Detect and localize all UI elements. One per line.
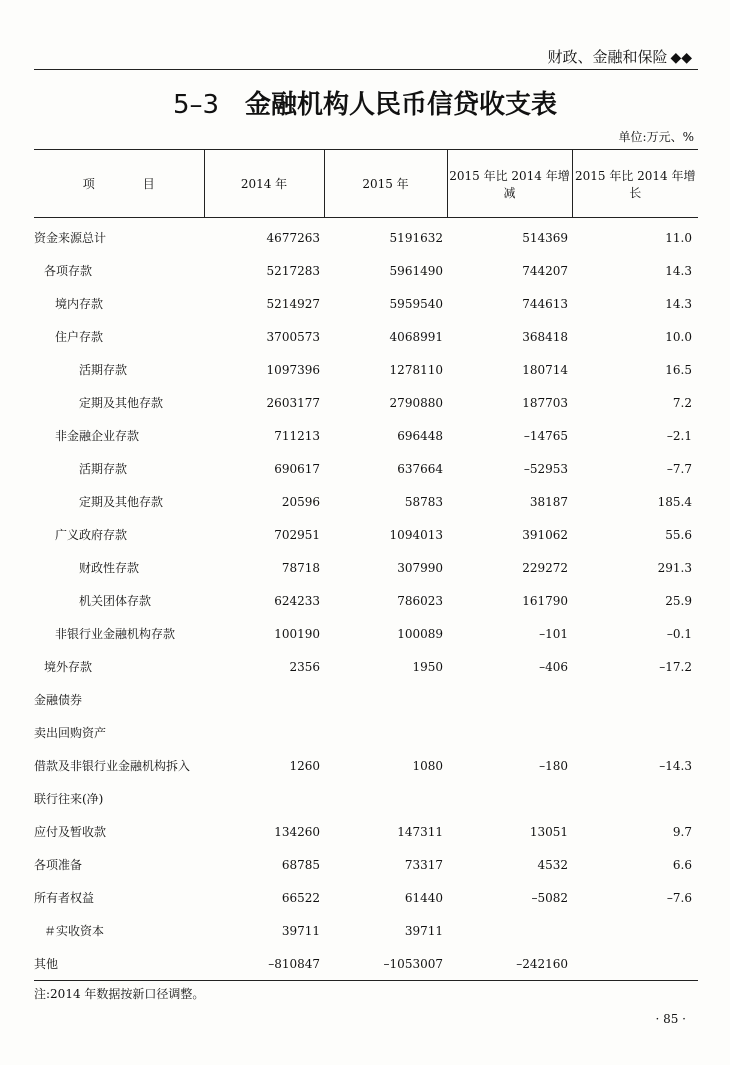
table-number: 5–3 <box>172 90 220 120</box>
diff-cell: –5082 <box>531 890 568 905</box>
growth-cell: –17.2 <box>659 659 692 674</box>
growth-cell: –14.3 <box>659 758 692 773</box>
diamonds-icon: ◆◆ <box>670 50 692 66</box>
row-name-cell: 资金来源总计 <box>34 231 107 245</box>
growth-cell: 6.6 <box>672 857 692 872</box>
column-header-diff: 2015 年比 2014 年增减 <box>447 150 572 218</box>
row-name-cell: 非金融企业存款 <box>55 429 140 443</box>
value-2015-cell: 5961490 <box>389 263 443 278</box>
diff-cell <box>447 782 572 815</box>
growth-cell: 10.0 <box>665 329 692 344</box>
value-2015-cell: 786023 <box>397 593 443 608</box>
row-name-cell: 活期存款 <box>79 363 128 377</box>
table-row <box>34 551 698 584</box>
table-row <box>34 218 698 255</box>
diff-cell: 180714 <box>522 362 568 377</box>
diff-cell <box>447 683 572 716</box>
growth-cell: –2.1 <box>666 428 692 443</box>
value-2014-cell <box>204 683 324 716</box>
table-row <box>34 353 698 386</box>
table-row <box>34 848 698 881</box>
value-2015-cell: 58783 <box>404 494 443 509</box>
growth-cell: –7.7 <box>666 461 692 476</box>
growth-cell: 185.4 <box>657 494 692 509</box>
table-row <box>34 749 698 782</box>
growth-cell <box>572 782 698 815</box>
value-2014-cell: 100190 <box>274 626 320 641</box>
table-row <box>34 617 698 650</box>
value-2014-cell: 78718 <box>281 560 320 575</box>
row-name-cell: 财政性存款 <box>79 561 140 575</box>
row-name-cell: 各项存款 <box>44 264 93 278</box>
table-row <box>34 584 698 617</box>
row-name-cell: 广义政府存款 <box>55 528 128 542</box>
value-2015-cell: 1094013 <box>389 527 443 542</box>
value-2015-cell: –1053007 <box>324 947 447 981</box>
value-2014-cell: 68785 <box>281 857 320 872</box>
value-2015-cell: 4068991 <box>389 329 443 344</box>
value-2015-cell <box>324 782 447 815</box>
table-row <box>34 518 698 551</box>
column-header-growth: 2015 年比 2014 年增长 <box>572 150 698 218</box>
value-2015-cell: 147311 <box>397 824 443 839</box>
table-row <box>34 254 698 287</box>
table-body <box>34 218 698 981</box>
row-name-cell: 应付及暂收款 <box>34 825 107 839</box>
value-2015-cell: 100089 <box>397 626 443 641</box>
value-2014-cell: 5214927 <box>266 296 320 311</box>
value-2014-cell: –810847 <box>204 947 324 981</box>
diff-cell: –406 <box>539 659 568 674</box>
growth-cell: 14.3 <box>665 296 692 311</box>
value-2014-cell: 66522 <box>281 890 320 905</box>
value-2015-cell: 1950 <box>412 659 443 674</box>
growth-cell: 14.3 <box>665 263 692 278</box>
diff-cell <box>447 914 572 947</box>
growth-cell: 55.6 <box>665 527 692 542</box>
row-name-cell: 定期及其他存款 <box>79 495 164 509</box>
value-2014-cell: 3700573 <box>266 329 320 344</box>
value-2015-cell <box>324 716 447 749</box>
value-2015-cell: 307990 <box>397 560 443 575</box>
diff-cell: 13051 <box>529 824 568 839</box>
row-name-cell: 定期及其他存款 <box>79 396 164 410</box>
row-name-cell: ＃实收资本 <box>44 924 105 938</box>
diff-cell: 391062 <box>522 527 568 542</box>
table-row <box>34 320 698 353</box>
value-2014-cell: 624233 <box>274 593 320 608</box>
growth-cell: –7.6 <box>666 890 692 905</box>
section-label <box>547 46 692 67</box>
value-2015-cell: 39711 <box>404 923 443 938</box>
diff-cell: 744613 <box>522 296 568 311</box>
value-2014-cell: 5217283 <box>266 263 320 278</box>
header-rule <box>34 69 698 70</box>
value-2014-cell: 711213 <box>274 428 320 443</box>
value-2015-cell: 696448 <box>397 428 443 443</box>
value-2014-cell: 20596 <box>281 494 320 509</box>
growth-cell: 7.2 <box>672 395 692 410</box>
table-row <box>34 782 698 815</box>
value-2014-cell: 2356 <box>289 659 320 674</box>
column-header-2015: 2015 年 <box>324 150 447 218</box>
diff-cell: 38187 <box>529 494 568 509</box>
diff-cell <box>447 716 572 749</box>
value-2014-cell: 134260 <box>274 824 320 839</box>
diff-cell: –52953 <box>523 461 568 476</box>
page-title <box>0 84 730 121</box>
diff-cell: 744207 <box>522 263 568 278</box>
value-2014-cell <box>204 782 324 815</box>
table-row <box>34 947 698 981</box>
row-name-cell: 各项准备 <box>34 858 83 872</box>
value-2014-cell <box>204 716 324 749</box>
diff-cell: –14765 <box>523 428 568 443</box>
table-row <box>34 485 698 518</box>
value-2015-cell: 5191632 <box>389 230 443 245</box>
value-2014-cell: 1260 <box>289 758 320 773</box>
table-row <box>34 386 698 419</box>
diff-cell: 368418 <box>522 329 568 344</box>
row-name-cell: 境外存款 <box>44 660 93 674</box>
growth-cell <box>572 683 698 716</box>
diff-cell: 229272 <box>522 560 568 575</box>
unit-label: 单位:万元、% <box>618 130 694 144</box>
growth-cell <box>572 947 698 981</box>
growth-cell <box>572 914 698 947</box>
table-row <box>34 419 698 452</box>
credit-table <box>34 149 698 981</box>
growth-cell: 11.0 <box>665 230 692 245</box>
table-title: 金融机构人民币信贷收支表 <box>245 90 558 120</box>
growth-cell: 25.9 <box>665 593 692 608</box>
row-name-cell: 住户存款 <box>55 330 104 344</box>
table-row <box>34 650 698 683</box>
diff-cell: –180 <box>539 758 568 773</box>
value-2014-cell: 702951 <box>274 527 320 542</box>
section-label-text: 财政、金融和保险 <box>547 48 668 66</box>
table-row <box>34 452 698 485</box>
table-header-row <box>34 150 698 218</box>
row-name-cell: 境内存款 <box>55 297 104 311</box>
table-row <box>34 716 698 749</box>
value-2015-cell: 1278110 <box>389 362 443 377</box>
column-header-item: 项 目 <box>34 150 204 218</box>
row-name-cell: 所有者权益 <box>34 891 95 905</box>
value-2015-cell: 5959540 <box>389 296 443 311</box>
row-name-cell: 其他 <box>34 947 204 981</box>
row-name-cell: 机关团体存款 <box>79 594 152 608</box>
growth-cell: 291.3 <box>657 560 692 575</box>
table-row <box>34 881 698 914</box>
diff-cell: –242160 <box>447 947 572 981</box>
table-row <box>34 287 698 320</box>
diff-cell: 187703 <box>522 395 568 410</box>
growth-cell <box>572 716 698 749</box>
value-2015-cell: 61440 <box>404 890 443 905</box>
value-2015-cell: 73317 <box>404 857 443 872</box>
diff-cell: 4532 <box>537 857 568 872</box>
value-2014-cell: 39711 <box>281 923 320 938</box>
growth-cell: –0.1 <box>666 626 692 641</box>
page-number: · 85 · <box>655 1012 686 1026</box>
diff-cell: 514369 <box>522 230 568 245</box>
growth-cell: 9.7 <box>672 824 692 839</box>
value-2014-cell: 4677263 <box>266 230 320 245</box>
value-2015-cell: 1080 <box>412 758 443 773</box>
row-name-cell: 卖出回购资产 <box>34 726 107 740</box>
row-name-cell: 联行往来(净) <box>34 792 104 806</box>
footnote: 注:2014 年数据按新口径调整。 <box>34 987 205 1001</box>
table-row <box>34 815 698 848</box>
row-name-cell: 借款及非银行业金融机构拆入 <box>34 759 191 773</box>
table-row <box>34 914 698 947</box>
row-name-cell: 活期存款 <box>79 462 128 476</box>
row-name-cell: 非银行业金融机构存款 <box>55 627 176 641</box>
value-2015-cell: 2790880 <box>389 395 443 410</box>
diff-cell: 161790 <box>522 593 568 608</box>
value-2014-cell: 2603177 <box>266 395 320 410</box>
column-header-2014: 2014 年 <box>204 150 324 218</box>
value-2015-cell: 637664 <box>397 461 443 476</box>
diff-cell: –101 <box>539 626 568 641</box>
value-2014-cell: 690617 <box>274 461 320 476</box>
value-2015-cell <box>324 683 447 716</box>
table-row <box>34 683 698 716</box>
row-name-cell: 金融债券 <box>34 693 83 707</box>
value-2014-cell: 1097396 <box>266 362 320 377</box>
growth-cell: 16.5 <box>665 362 692 377</box>
